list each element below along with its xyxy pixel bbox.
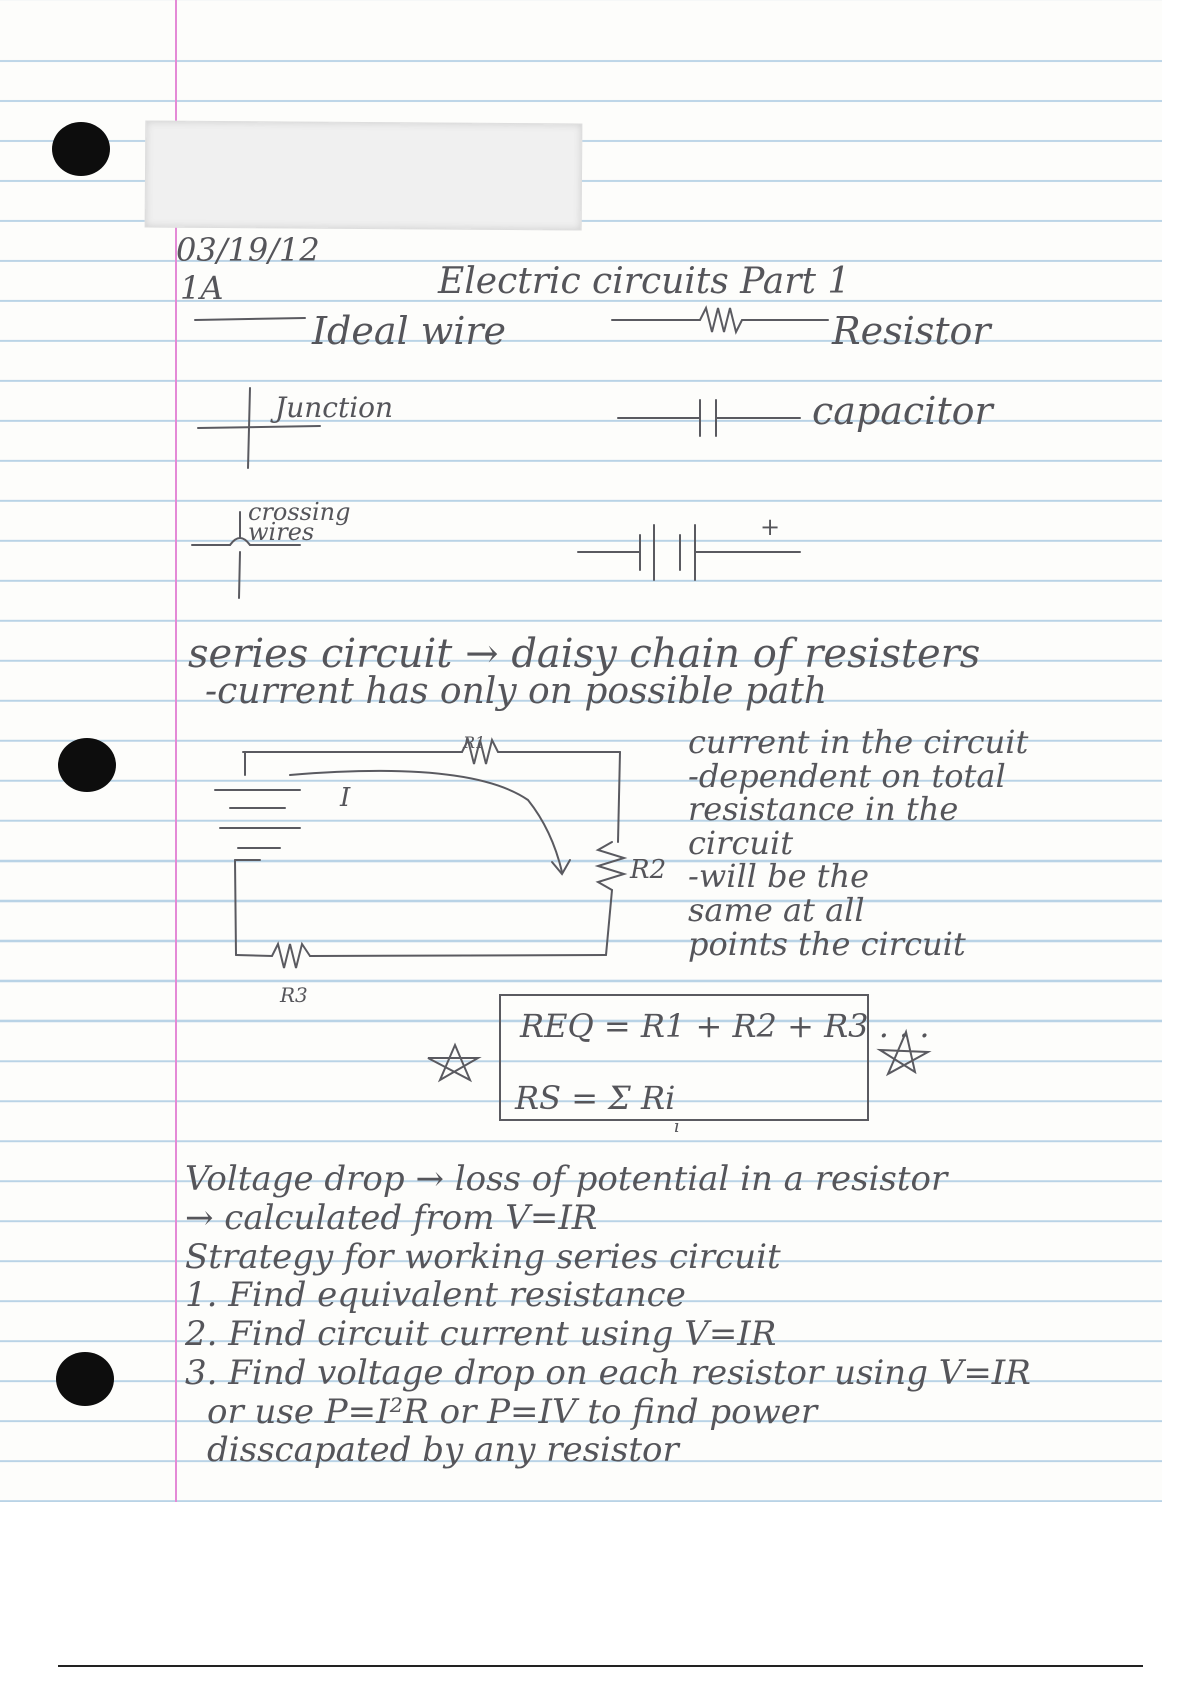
current-label: I [340, 783, 351, 813]
label-crossing-wires: crossing wires [248, 498, 351, 547]
battery-symbol [578, 525, 800, 580]
formula-rs: RS = Σ Ri [515, 1079, 676, 1117]
r1-label: R1 [463, 733, 486, 752]
label-junction: Junction [275, 391, 394, 424]
circuit-side-note: current in the circuit -dependent on total resistance in the circuit -will be the same at all points the circuit [688, 723, 1029, 963]
note-class: 1A [180, 269, 224, 307]
label-capacitor: capacitor [812, 389, 993, 433]
ideal-wire-symbol [195, 318, 305, 320]
formula-sum-index: i [674, 1116, 680, 1137]
formula-box [500, 995, 868, 1120]
crossing-wires-symbol [192, 512, 300, 598]
note-title: Electric circuits Part 1 [438, 261, 851, 302]
series-heading: series circuit → daisy chain of resisters [188, 631, 981, 677]
label-resistor: Resistor [832, 309, 991, 353]
junction-symbol [198, 388, 320, 468]
battery-plus-sign: + [760, 513, 781, 541]
star-left-icon [428, 1045, 478, 1080]
label-ideal-wire: Ideal wire [312, 309, 507, 353]
voltage-drop-notes: Voltage drop → loss of potential in a resistor → calculated from V=IR Strategy for working series circuit 1. Find equivalent resistance 2. Find circuit current using V=IR 3. Find voltage drop on each resistor using V=IR or use P=I²R or P=IV to find power disscapated by any resistor [185, 1159, 1031, 1471]
star-right-icon [880, 1032, 928, 1074]
capacitor-symbol [618, 400, 800, 436]
resistor-symbol [612, 308, 828, 332]
series-circuit-diagram [215, 740, 624, 968]
r2-label: R2 [630, 855, 667, 885]
page-bottom-rule [58, 1665, 1143, 1667]
series-note: -current has only on possible path [205, 671, 828, 712]
r3-label: R3 [280, 983, 308, 1007]
formula-req: REQ = R1 + R2 + R3 . . . [520, 1007, 930, 1045]
note-date: 03/19/12 [176, 231, 320, 269]
